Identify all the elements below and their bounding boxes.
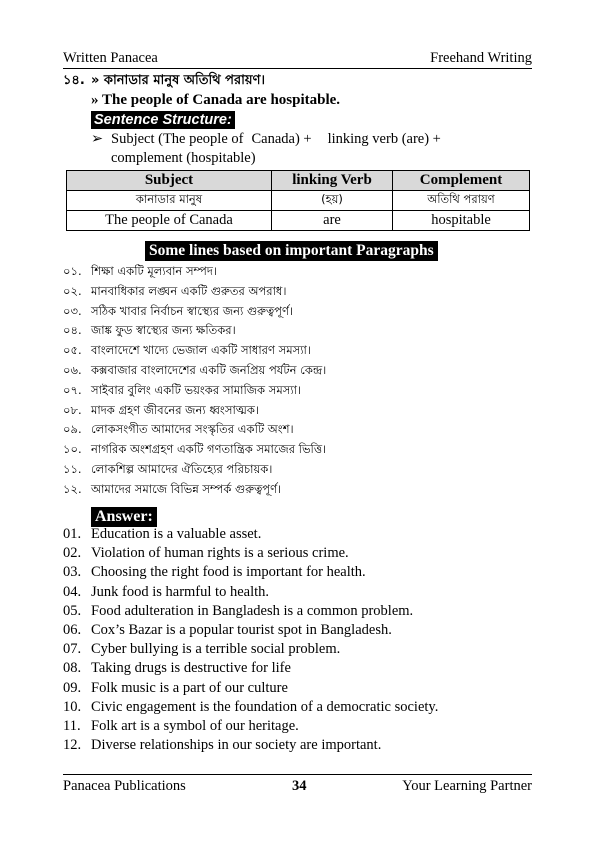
list-item: 12. Diverse relationships in our society are important. (63, 737, 382, 754)
list-item: ০৭. সাইবার বুলিং একটি ভয়ংকর সামাজিক সমস্যা। (63, 382, 302, 397)
arrow-bullet-icon: ➢ (91, 131, 104, 147)
table-header: Subject (67, 171, 272, 191)
sentence-structure-heading: Sentence Structure: (91, 111, 235, 129)
header-right-text: Freehand Writing (430, 50, 532, 66)
structure-line-2: complement (hospitable) (111, 150, 256, 166)
table-header: linking Verb (272, 171, 393, 191)
structure-line-1: Subject (The people of Canada) + linking verb (are) + (111, 131, 441, 147)
list-item: 06. Cox’s Bazar is a popular tourist spot in Bangladesh. (63, 621, 392, 638)
structure-table (66, 170, 530, 231)
answer-heading: Answer: (91, 507, 157, 527)
list-item: ১২. আমাদের সমাজে বিভিন্ন সম্পর্ক গুরুত্বপূর্ণ। (63, 481, 282, 496)
footer-tagline: Your Learning Partner (402, 778, 532, 794)
list-item: 10. Civic engagement is the foundation of a democratic society. (63, 698, 439, 715)
list-item: ০১. শিক্ষা একটি মূল্যবান সম্পদ। (63, 264, 218, 278)
question-number: ১৪. (63, 73, 85, 88)
table-cell: The people of Canada (67, 211, 272, 231)
list-item: 02. Violation of human rights is a serious crime. (63, 545, 349, 562)
list-item: ০৬. কক্সবাজার বাংলাদেশের একটি জনপ্রিয় পর্যটন কেন্দ্র। (63, 362, 327, 377)
table-cell: are (272, 211, 393, 231)
table-cell: অতিথি পরায়ণ (393, 191, 530, 211)
footer-publisher: Panacea Publications (63, 778, 186, 794)
list-item: ০৯. লোকসংগীত আমাদের সংস্কৃতির একটি অংশ। (63, 422, 294, 437)
table-header: Complement (393, 171, 530, 191)
list-item: ১০. নাগরিক অংশগ্রহণ একটি গণতান্ত্রিক সমাজের ভিত্তি। (63, 442, 327, 457)
table-cell: (হয়) (272, 191, 393, 211)
list-item: 07. Cyber bullying is a terrible social problem. (63, 641, 341, 658)
table-row (67, 211, 530, 231)
list-item: 01. Education is a valuable asset. (63, 526, 262, 542)
answers-list (63, 525, 438, 755)
header-left-text: Written Panacea (63, 50, 158, 66)
list-item: 04. Junk food is harmful to health. (63, 583, 270, 600)
table-header-row (67, 171, 530, 191)
section-title: Some lines based on important Paragraphs (145, 241, 438, 261)
list-item: ০৩. সঠিক খাবার নির্বাচন স্বাস্থ্যের জন্য গুরুত্বপূর্ণ। (63, 303, 294, 318)
list-item: ০৮. মাদক গ্রহণ জীবনের জন্য ধ্বংসাত্মক। (63, 402, 260, 417)
list-item: ১১. লোকশিল্প আমাদের ঐতিহ্যের পরিচায়ক। (63, 461, 273, 476)
question-bangla-text: » কানাডার মানুষ অতিথি পরায়ণ। (91, 73, 266, 88)
list-item: 05. Food adulteration in Bangladesh is a common problem. (63, 602, 414, 619)
question-bangla (63, 71, 265, 92)
bangla-lines-list (63, 262, 326, 500)
page-footer (63, 774, 532, 795)
list-item: ০৫. বাংলাদেশে খাদ্যে ভেজাল একটি সাধারণ সমস্যা। (63, 343, 311, 358)
table-cell: কানাডার মানুষ (67, 191, 272, 211)
list-item: ০২. মানবাধিকার লঙ্ঘন একটি গুরুতর অপরাধ। (63, 283, 287, 298)
list-item: 09. Folk music is a part of our culture (63, 679, 288, 696)
page-header (63, 50, 532, 69)
table-cell: hospitable (393, 211, 530, 231)
list-item: 03. Choosing the right food is important for health. (63, 564, 366, 581)
list-item: 08. Taking drugs is destructive for life (63, 660, 291, 677)
list-item: 11. Folk art is a symbol of our heritage. (63, 717, 299, 734)
table-row (67, 191, 530, 211)
question-english: » The people of Canada are hospitable. (91, 92, 341, 108)
page-number: 34 (292, 778, 307, 794)
list-item: ০৪. জাঙ্ক ফুড স্বাস্থ্যের জন্য ক্ষতিকর। (63, 323, 236, 338)
